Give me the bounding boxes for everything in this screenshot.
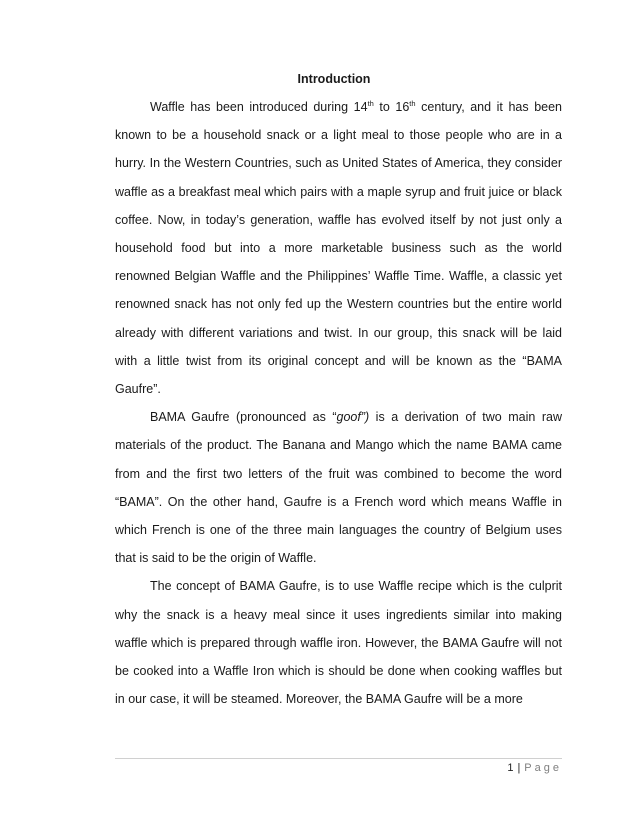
footer-separator: |	[517, 762, 521, 774]
paragraph-1-text-b: to 16	[373, 100, 410, 114]
paragraph-1-text-a: Waffle has been introduced during 14	[150, 100, 368, 114]
paragraph-2-text-b: is a derivation of two main raw materials of the product. The Banana and Mango which the name BAMA came from and the first two letters of the fruit was combined to become the word “BAMA”. On the other hand, Gaufre is a French word which means Waffle in which French is one of the three main languages the country of Belgium uses that is said to be the origin of Waffle.	[115, 410, 562, 566]
paragraph-1-text-c: century, and it has been known to be a household snack or a light meal to those people who are in a hurry. In the Western Countries, such as United States of America, they consider waffle as a breakfast meal which pairs with a maple syrup and fruit juice or black coffee. Now, in today’s generation, waffle has evolved itself by not just only a household food but into a more marketable business such as the world renowned Belgian Waffle and the Philippines’ Waffle Time. Waffle, a classic yet renowned snack has not only fed up the Western countries but the entire world already with different variations and twist. In our group, this snack will be laid with a little twist from its original concept and will be known as the “BAMA Gaufre”.	[115, 100, 562, 397]
paragraph-2	[115, 403, 562, 572]
pronunciation-italic: goof”)	[336, 410, 370, 425]
document-body	[115, 93, 562, 713]
page-label: Page	[524, 762, 562, 774]
page-number: 1	[507, 762, 514, 774]
section-heading: Introduction	[297, 72, 371, 86]
page-footer	[507, 762, 562, 774]
paragraph-3: The concept of BAMA Gaufre, is to use Waffle recipe which is the culprit why the snack is a heavy meal since it uses ingredients similar into making waffle which is prepared through waffle iron. However, the BAMA Gaufre will not be cooked into a Waffle Iron which is should be done when cooking waffles but in our case, it will be steamed. Moreover, the BAMA Gaufre will be a more	[115, 579, 562, 707]
paragraph-2-text-a: BAMA Gaufre (pronounced as “	[150, 410, 337, 425]
paragraph-1	[115, 93, 562, 403]
footer-divider	[115, 758, 562, 759]
superscript-th-1: th	[367, 98, 374, 108]
superscript-th-2: th	[409, 98, 416, 108]
